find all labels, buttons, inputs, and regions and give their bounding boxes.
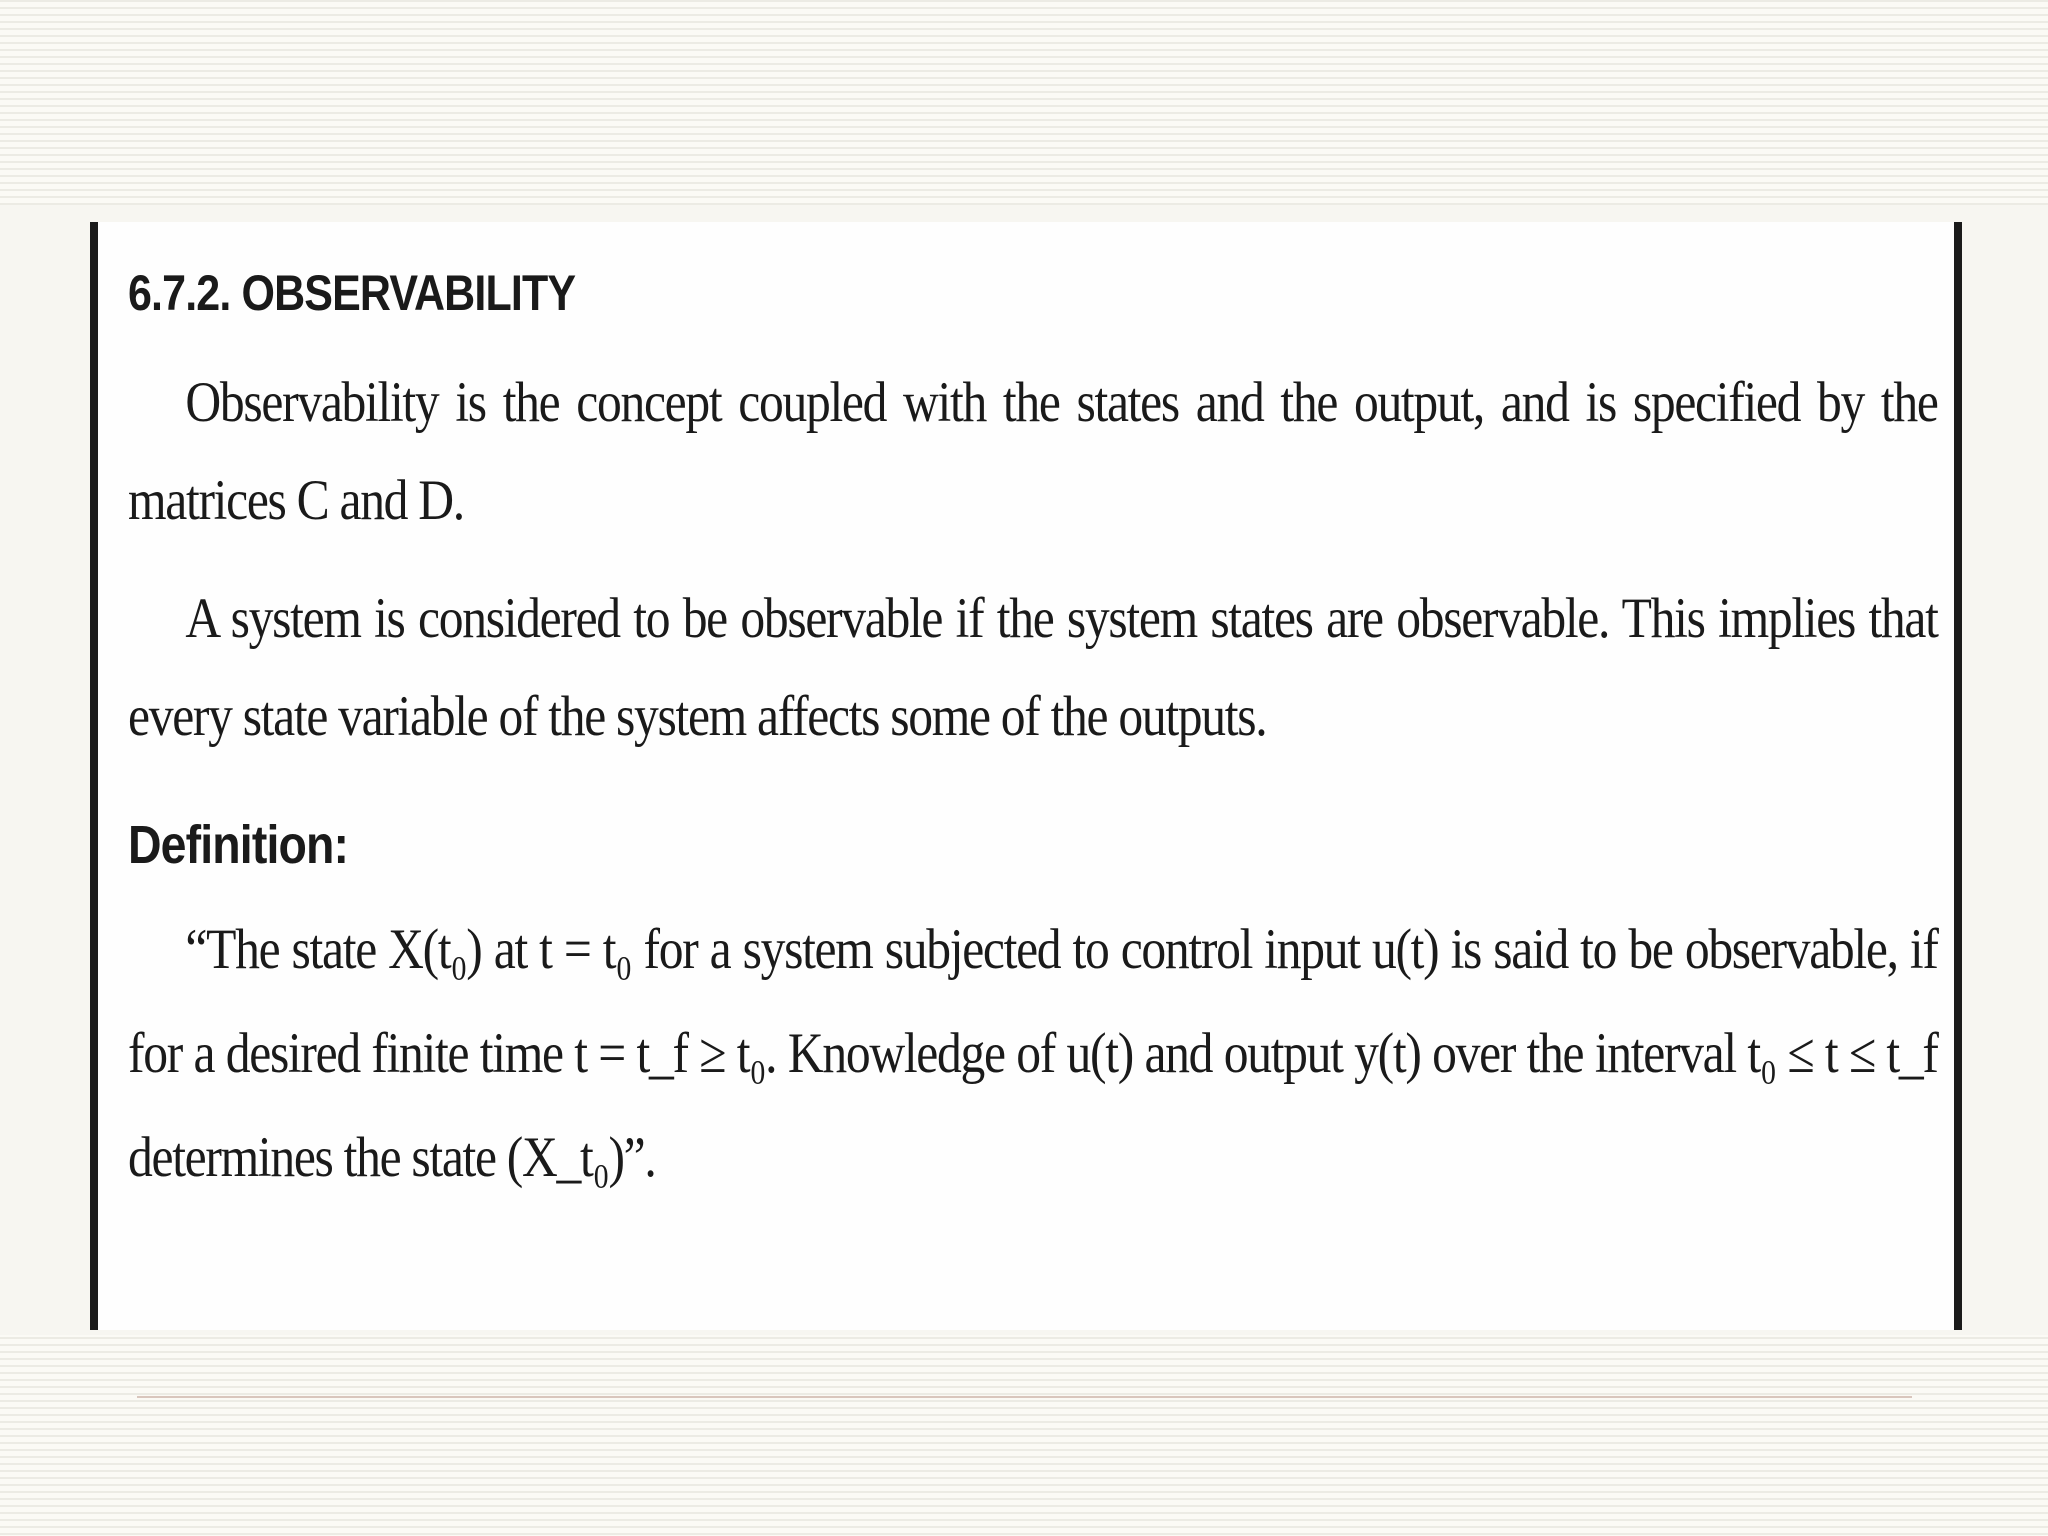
footer-divider-line <box>137 1396 1912 1398</box>
paragraph-observable-system <box>128 570 1938 766</box>
paragraph-observability-concept <box>128 354 1938 550</box>
definition-paragraph <box>128 898 1938 1210</box>
scanned-page-image <box>90 222 1962 1330</box>
definition-text: “The state X(t₀) at t = t₀ for a system subjected to control input u(t) is said to be observable, if for a desired finite time t = t_f ≥ t₀. Knowledge of u(t) and output y(t) over the interval t₀ ≤ t ≤ t_f determines the state (X_t₀)”. <box>128 918 1938 1189</box>
paragraph-1-text: Observability is the concept coupled with the states and the output, and is specified by the matrices C and D. <box>128 371 1938 532</box>
page-text <box>128 264 1938 1210</box>
section-heading: 6.7.2. OBSERVABILITY <box>128 265 576 321</box>
definition-heading: Definition: <box>128 815 349 875</box>
paragraph-2-text: A system is considered to be observable if the system states are observable. This implies that every state variable of the system affects some of the outputs. <box>128 587 1938 748</box>
